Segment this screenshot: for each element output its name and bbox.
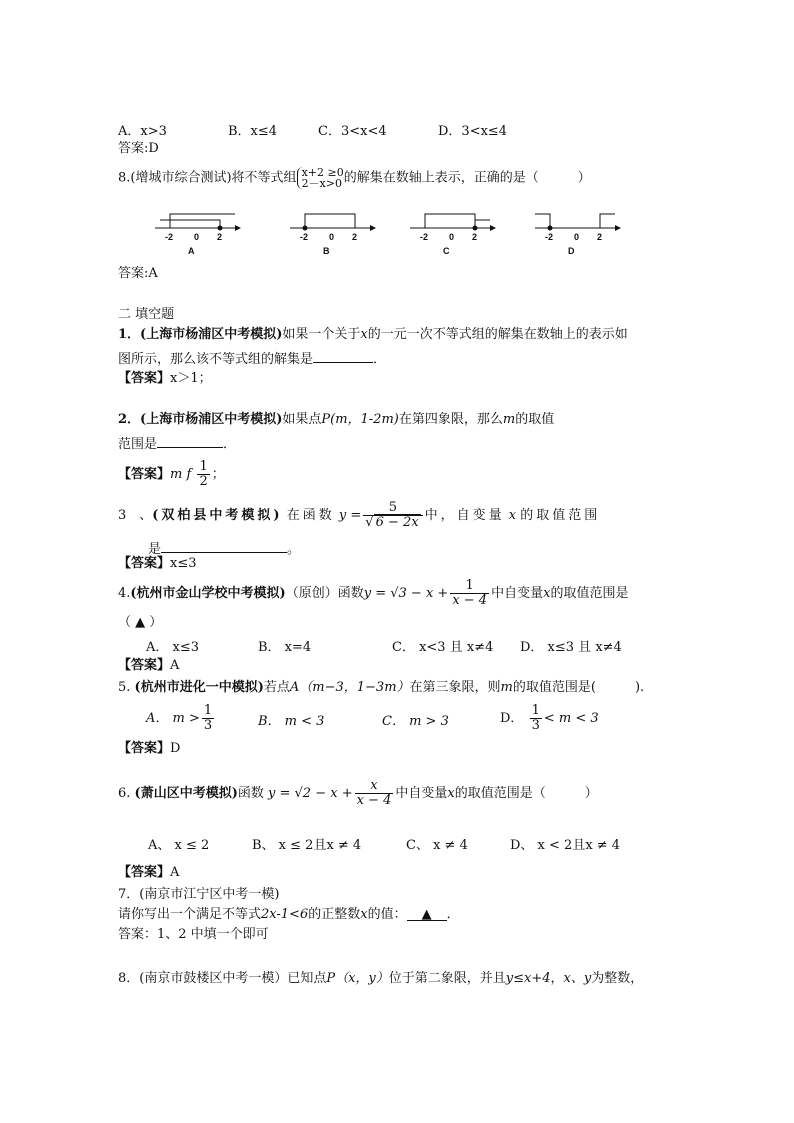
question-number: 3 、	[118, 508, 153, 523]
fraction	[197, 460, 209, 489]
denominator: 3	[531, 718, 540, 733]
answer-line: 答案：1、2 中填一个即可	[118, 927, 269, 942]
question-text: 位于第二象限，并且	[388, 971, 506, 986]
question-text: 的取值范围	[520, 508, 601, 523]
question-text: 的值：	[367, 907, 407, 922]
axis-arrow	[490, 225, 496, 231]
number-line-d	[535, 214, 621, 256]
answer-value: m f	[170, 467, 192, 482]
question-text: 在第四象限，那么	[398, 412, 503, 427]
inequality: y≤x+4	[505, 971, 551, 986]
answer-tag: 【答案】	[118, 371, 171, 386]
variable: x	[447, 786, 455, 801]
answer-line	[118, 458, 225, 492]
tick-label: -2	[300, 232, 309, 242]
function: y = √2 − x +	[268, 786, 353, 801]
question-text: 8．(南京市鼓楼区中考一模）已知点	[118, 971, 327, 986]
denominator: √ 6 − 2x	[365, 515, 419, 530]
option-c: C． x<3 且 x≠4	[392, 640, 494, 655]
question-f1-line2	[118, 348, 386, 369]
question-text: 在函数	[286, 508, 335, 523]
question-number: 6.	[118, 786, 131, 801]
denominator: 2	[199, 474, 208, 489]
option-b: B．x≤4	[228, 124, 278, 139]
option-text: D．	[500, 711, 524, 726]
question-source: (萧山区中考模拟)	[134, 786, 238, 801]
option-b: B． m < 3	[258, 714, 325, 729]
axis-arrow	[235, 225, 241, 231]
option-a: A． x≤3	[146, 640, 200, 655]
ray-right	[600, 214, 615, 228]
answer-blank[interactable]	[161, 538, 287, 553]
question-text: 中，自变量	[424, 508, 505, 523]
option-c: C、 x ≠ 4	[406, 838, 468, 853]
numerator: 1	[450, 579, 489, 594]
option-b: B、 x ≤ 2且x ≠ 4	[252, 838, 362, 853]
number-line-a	[155, 214, 241, 256]
punctuation: ．	[373, 352, 387, 367]
question-f3	[118, 498, 600, 534]
answer-line	[118, 370, 212, 388]
section-heading: 二 填空题	[118, 307, 175, 322]
answer-value: x＞1；	[170, 371, 212, 386]
question-number: 5.	[118, 680, 131, 695]
question-text: （原创）函数	[285, 586, 364, 601]
question-source: (杭州市金山学校中考模拟)	[130, 586, 286, 601]
q8-prefix: 8.(增城市综合测试)将不等式组	[118, 170, 297, 186]
answer-tag: 【答案】	[118, 658, 171, 673]
q8-suffix: 的解集在数轴上表示，正确的是（ ）	[343, 170, 591, 186]
function: y = √3 − x +	[363, 586, 449, 601]
inequality-system	[297, 167, 344, 189]
variable: x	[360, 327, 368, 342]
tick-label: -2	[545, 232, 554, 242]
radicand: 6 − 2x	[375, 515, 419, 530]
interval-bracket	[425, 214, 475, 228]
question-number: 1．	[118, 327, 141, 342]
question-text: 中自变量	[395, 786, 448, 801]
answer-tag: 【答案】	[118, 556, 171, 571]
option-label: B	[323, 246, 330, 256]
option-d: D． x≤3 且 x≠4	[520, 640, 622, 655]
variable: x	[508, 508, 517, 523]
option-label: D	[568, 246, 575, 256]
tick-label: 0	[329, 232, 335, 242]
question-text: 为整数，	[591, 971, 644, 986]
option-c: C． m > 3	[382, 714, 449, 729]
point: P(m，1-2m)	[321, 412, 399, 427]
punctuation: ．	[223, 437, 237, 452]
number-line-c	[410, 214, 496, 256]
variable: x	[360, 907, 368, 922]
answer-blank[interactable]	[313, 348, 373, 363]
tick-label: 0	[449, 232, 455, 242]
axis-arrow	[370, 225, 376, 231]
option-b: B． x=4	[258, 640, 312, 655]
numerator: 5	[363, 501, 422, 516]
tick-label: 2	[217, 232, 223, 242]
variable: x	[543, 586, 551, 601]
numerator: 1	[531, 703, 540, 718]
question-f8	[118, 970, 643, 988]
fraction	[363, 501, 422, 530]
question-text: 的取值范围是（ ）	[454, 786, 598, 801]
question-text: 函数	[237, 786, 264, 801]
fraction	[355, 779, 394, 808]
ray-left	[535, 214, 550, 228]
system-line-2: 2－x>0	[301, 177, 342, 190]
inequality: 2x-1<6	[261, 907, 309, 922]
question-f7-line2	[118, 906, 460, 924]
answer-line	[118, 864, 179, 882]
punctuation: ．	[446, 907, 460, 922]
question-text: ，	[550, 971, 564, 986]
question-text: 在第三象限，则	[409, 680, 501, 695]
fraction	[530, 704, 542, 733]
ray-left-bound	[170, 214, 235, 228]
system-line-1: x+2 ≥0	[301, 166, 344, 179]
ray-right-bound	[160, 220, 220, 228]
answer-value: x≤3	[170, 556, 197, 571]
question-f4	[118, 576, 628, 612]
answer-value: A	[170, 658, 180, 673]
question-text: 的正整数	[308, 907, 361, 922]
option-d: D、 x < 2且x ≠ 4	[510, 838, 621, 853]
question-f2	[118, 411, 554, 429]
answer-line	[118, 657, 179, 675]
answer-line: 答案:A	[118, 266, 158, 281]
tick-label: 2	[597, 232, 603, 242]
variables: x、y	[563, 971, 592, 986]
question-source: (上海市杨浦区中考模拟)	[140, 327, 283, 342]
question-source: (双柏县中考模拟)	[152, 508, 283, 523]
question-f7: 7．(南京市江宁区中考一模)	[118, 887, 280, 902]
tick-label: -2	[420, 232, 429, 242]
point: A（m−3，1−3m）	[289, 680, 410, 695]
fraction	[450, 579, 489, 608]
denominator: x − 4	[356, 793, 392, 808]
option-label: A	[188, 246, 195, 256]
variable: m	[502, 412, 516, 427]
question-text: 请你写出一个满足不等式	[118, 907, 262, 922]
answer-value: A	[170, 865, 180, 880]
tick-label: 2	[352, 232, 358, 242]
question-number: 4.	[118, 586, 131, 601]
question-f5	[118, 679, 644, 697]
tick-label: 2	[472, 232, 478, 242]
punctuation: 。	[287, 542, 301, 557]
question-f4-line2: （ ▲ ）	[118, 615, 163, 630]
option-text: A． m >	[146, 711, 200, 726]
question-f6	[118, 774, 598, 814]
question-text: 图所示，那么该不等式组的解集是	[118, 352, 314, 367]
answer-line: 答案:D	[118, 141, 159, 156]
numerator: 1	[203, 703, 213, 718]
answer-line	[118, 740, 180, 758]
question-source: (上海市杨浦区中考模拟)	[140, 412, 283, 427]
question-f2-line2	[118, 433, 236, 454]
numerator: 1	[199, 459, 208, 474]
number-line-b	[290, 214, 376, 256]
option-label: C	[443, 246, 450, 256]
question-text: 的取值范围是	[550, 586, 629, 601]
question-text: 的一元一次不等式组的解集在数轴上的表示如	[367, 327, 628, 342]
option-a: A．x>3	[118, 124, 167, 139]
question-text: 若点	[263, 680, 290, 695]
punctuation: ；	[211, 467, 225, 482]
number-line-options	[150, 208, 630, 258]
option-text: < m < 3	[543, 711, 599, 726]
option-d	[500, 702, 599, 736]
question-text: 中自变量	[491, 586, 544, 601]
option-a: A、 x ≤ 2	[148, 838, 210, 853]
tick-label: 0	[194, 232, 200, 242]
question-text: 范围是	[118, 437, 158, 452]
numerator: x	[355, 779, 394, 794]
option-a	[146, 702, 216, 736]
question-text: 如果点	[282, 412, 322, 427]
option-d: D．3<x≤4	[438, 124, 508, 139]
denominator: 3	[203, 718, 213, 733]
question-text: 如果一个关于	[282, 327, 361, 342]
tick-label: -2	[165, 232, 174, 242]
answer-value: D	[170, 741, 181, 756]
answer-blank[interactable]	[157, 433, 223, 448]
function: y =	[338, 508, 362, 523]
answer-blank[interactable]: ▲	[407, 906, 447, 921]
axis-arrow	[615, 225, 621, 231]
answer-line	[118, 555, 197, 573]
question-number: 2．	[118, 412, 141, 427]
answer-tag: 【答案】	[118, 741, 171, 756]
question-text: 的取值范围是( ).	[512, 680, 645, 695]
variable: m	[500, 680, 513, 695]
question-f1	[118, 326, 628, 344]
question-8	[118, 167, 591, 189]
answer-tag: 【答案】	[118, 865, 171, 880]
question-text: 的取值	[515, 412, 555, 427]
point: P（x，y）	[326, 971, 389, 986]
question-source: (杭州市进化一中模拟)	[134, 680, 264, 695]
question-text: 是	[148, 542, 162, 557]
option-c: C．3<x<4	[318, 124, 387, 139]
fraction	[202, 704, 214, 733]
answer-tag: 【答案】	[118, 467, 171, 482]
tick-label: 0	[574, 232, 580, 242]
denominator: x − 4	[452, 593, 488, 608]
interval-bracket	[305, 214, 355, 228]
